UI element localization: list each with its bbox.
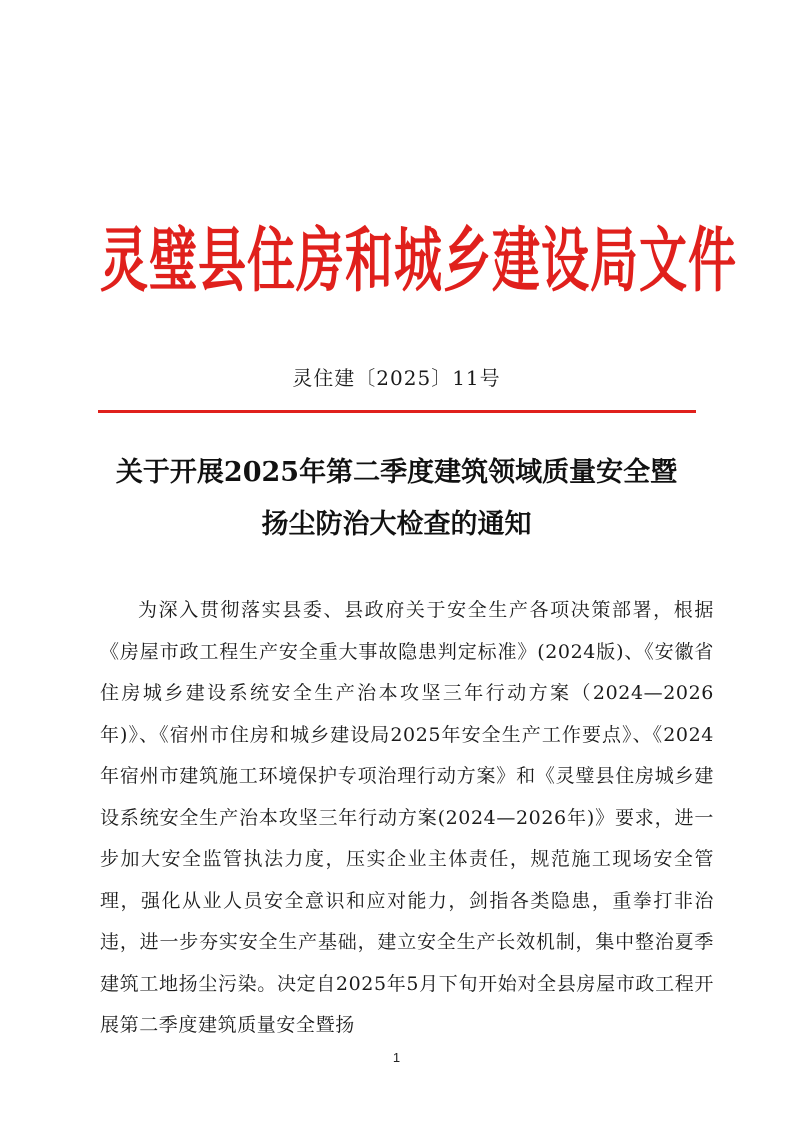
masthead-title: 灵璧县住房和城乡建设局文件 xyxy=(100,220,738,302)
document-number: 灵住建〔2025〕11号 xyxy=(292,366,501,390)
body-paragraph: 为深入贯彻落实县委、县政府关于安全生产各项决策部署，根据《房屋市政工程生产安全重大事故隐患判定标准》(2024版)、《安徽省住房城乡建设系统安全生产治本攻坚三年行动方案（2024—2026年)》、《宿州市住房和城乡建设局2025年安全生产工作要点》、《2024年宿州市建筑施工环境保护专项治理行动方案》和《灵璧县住房城乡建设系统安全生产治本攻坚三年行动方案(2024—2026年)》要求，进一步加大安全监管执法力度，压实企业主体责任，规范施工现场安全管理，强化从业人员安全意识和应对能力，剑指各类隐患，重拳打非治违，进一步夯实安全生产基础，建立安全生产长效机制，集中整治夏季建筑工地扬尘污染。决定自2025年5月下旬开始对全县房屋市政工程开展第二季度建筑质量安全暨扬 xyxy=(100,599,714,1036)
red-divider-line xyxy=(98,410,696,413)
notice-title xyxy=(60,447,733,551)
notice-title-line-2: 扬尘防治大检查的通知 xyxy=(261,509,532,540)
notice-title-line-1: 关于开展2025年第二季度建筑领域质量安全暨 xyxy=(115,457,678,488)
page-number: 1 xyxy=(392,1050,401,1065)
